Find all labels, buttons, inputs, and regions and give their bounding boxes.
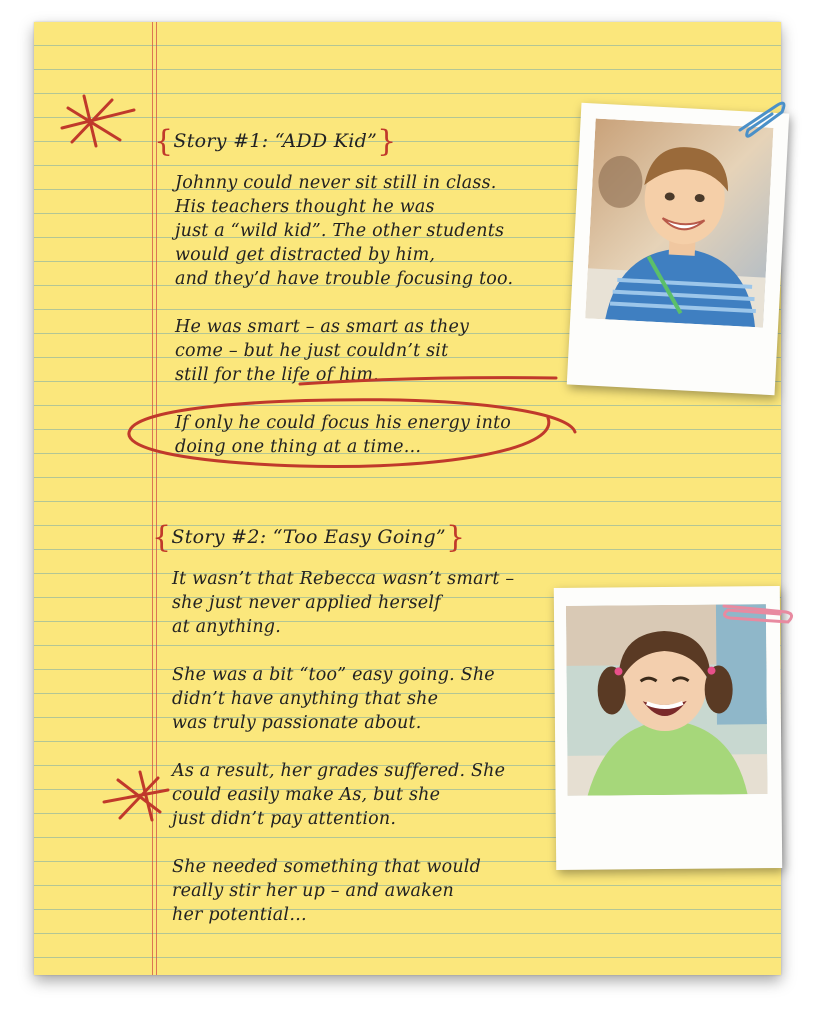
story1-paragraph-2: He was smart – as smart as they come – but he just couldn’t sit still for the life of him. bbox=[175, 317, 470, 385]
margin-line bbox=[152, 22, 153, 975]
story2-paragraph-2: She was a bit “too” easy going. She didn’t have anything that she was truly passionate about. bbox=[172, 665, 495, 733]
story1-paragraph-1: Johnny could never sit still in class. His teachers thought he was just a “wild kid”. The other students would get distracted by him, and they’d have trouble focusing too. bbox=[175, 173, 514, 289]
story2-heading bbox=[152, 516, 466, 555]
story2-paragraph-4: She needed something that would really stir her up – and awaken her potential… bbox=[172, 857, 482, 925]
polaroid-photo-girl bbox=[554, 586, 782, 870]
polaroid-photo-boy bbox=[567, 103, 789, 395]
brace-right: } bbox=[445, 520, 466, 555]
brace-left: { bbox=[152, 520, 172, 555]
story1-heading bbox=[154, 120, 397, 159]
story2-paragraph-3: As a result, her grades suffered. She could easily make As, but she just didn’t pay attention. bbox=[172, 761, 506, 829]
brace-left: { bbox=[154, 124, 174, 159]
story1-paragraph-3: If only he could focus his energy into doing one thing at a time… bbox=[175, 413, 512, 457]
story2-title: Story #2: “Too Easy Going” bbox=[171, 526, 446, 548]
boy-photo bbox=[585, 119, 773, 328]
story1-title: Story #1: “ADD Kid” bbox=[173, 130, 378, 152]
story2-paragraph-1: It wasn’t that Rebecca wasn’t smart – she just never applied herself at anything. bbox=[172, 569, 515, 637]
margin-line bbox=[156, 22, 157, 975]
brace-right: } bbox=[377, 124, 397, 159]
girl-photo bbox=[566, 604, 768, 796]
